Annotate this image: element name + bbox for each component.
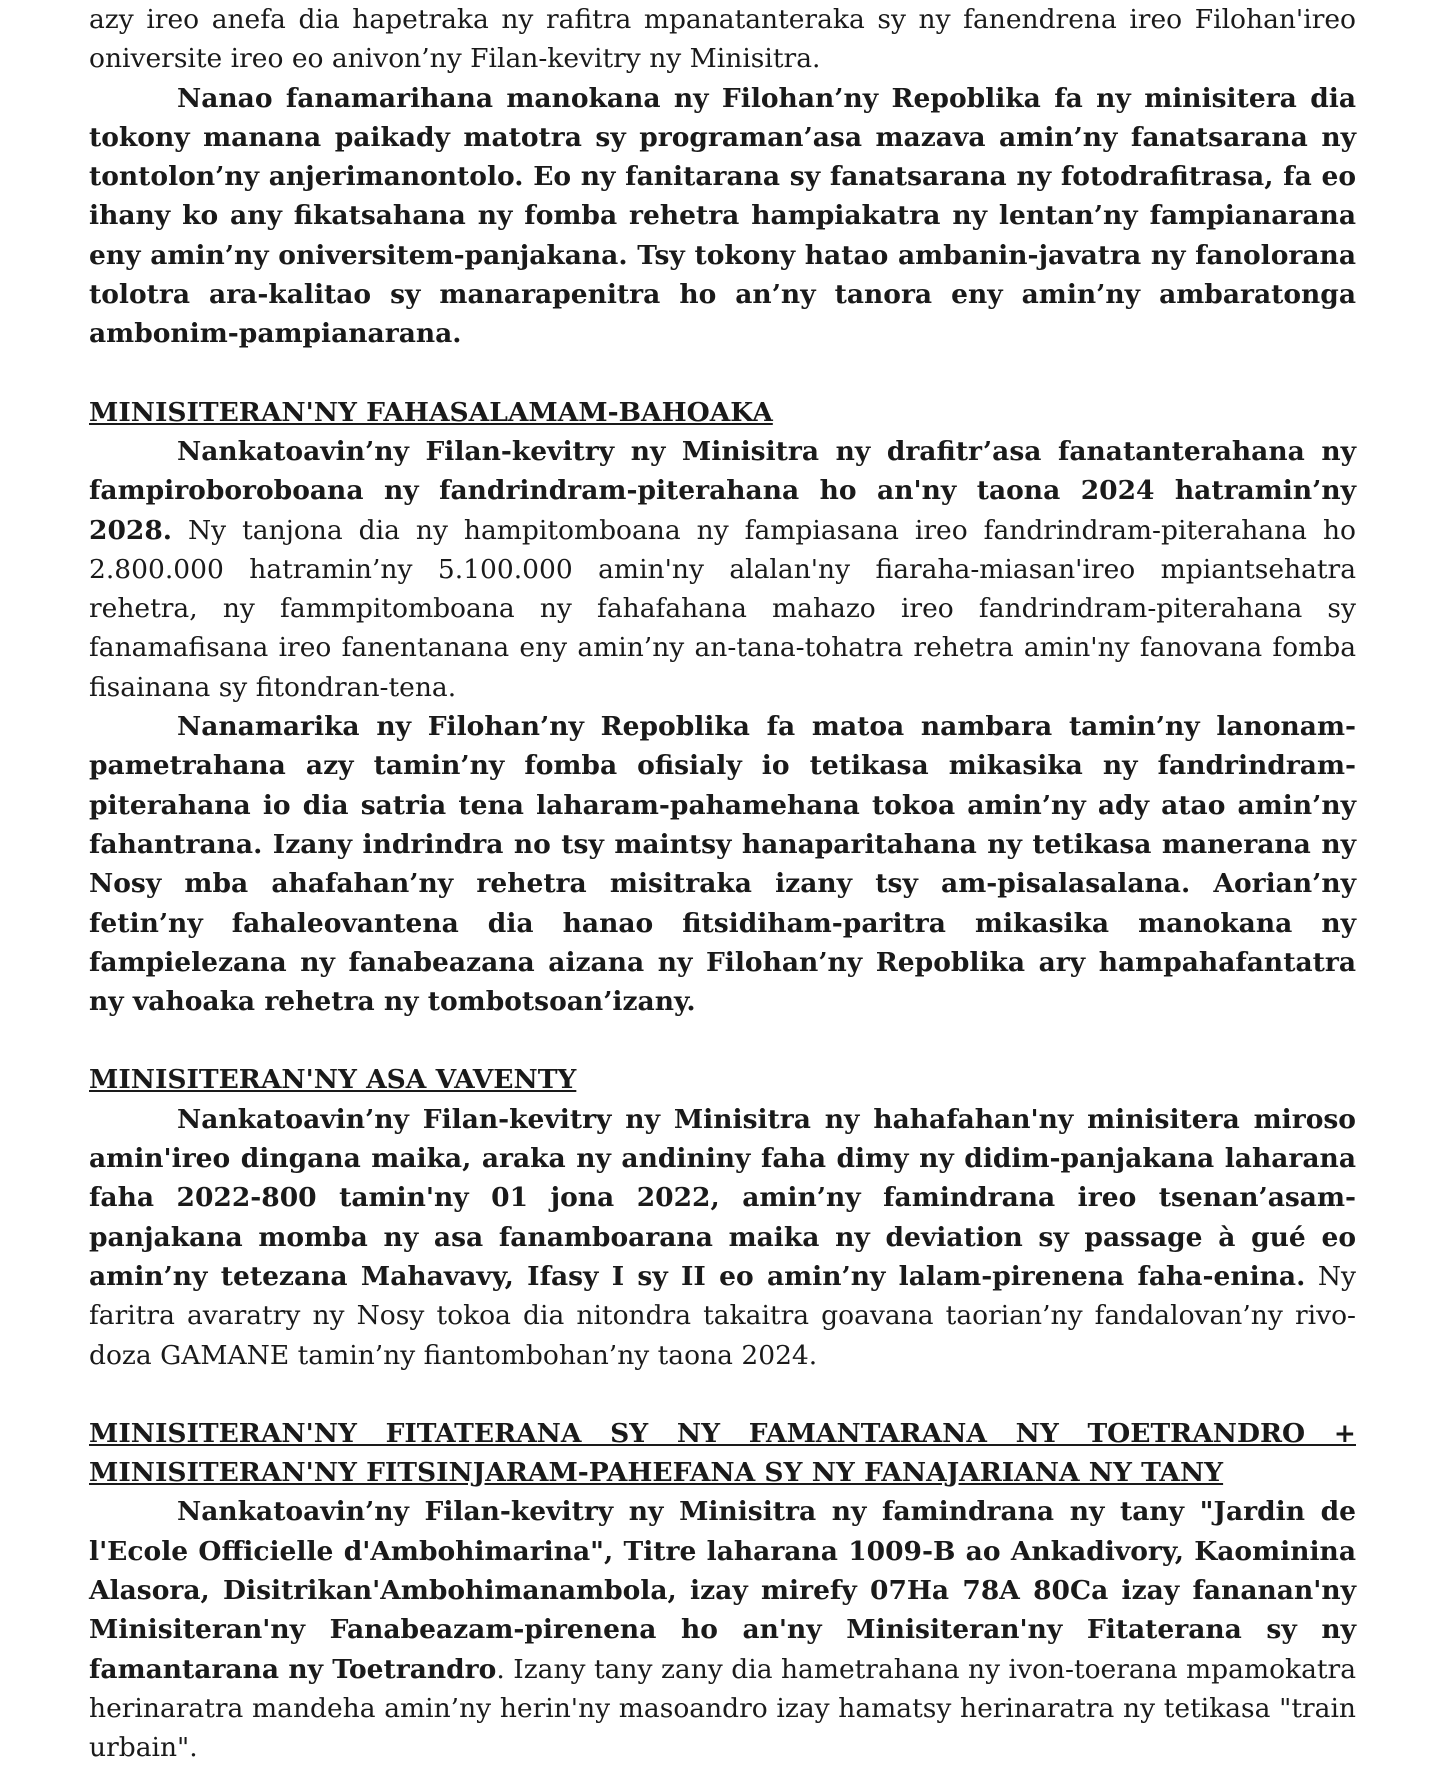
paragraph-family-planning-plan	[89, 432, 1356, 707]
paragraph-president-remark-family-planning	[89, 707, 1356, 1021]
paragraph-bold-text: Nanamarika ny Filohan’ny Repoblika fa matoa nambara tamin’ny lanonam-pametrahana azy tamin’ny fomba ofisialy io tetikasa mikasika ny fandrindram-piterahana io dia satria tena laharam-pahamehana tokoa amin’ny ady atao amin’ny fahantrana. Izany indrindra no tsy maintsy hanaparitahana ny tetikasa manerana ny Nosy mba ahafahan’ny rehetra misitraka izany tsy am-pisalasalana. Aorian’ny fetin’ny fahaleovantena dia hanao fitsidiham-paritra mikasika manokana ny fampielezana ny fanabeazana aizana ny Filohan’ny Repoblika ary hampahafantatra ny vahoaka rehetra ny tombotsoan’izany.	[89, 711, 1356, 1018]
paragraph-universities-continued	[89, 0, 1356, 79]
paragraph-bold-text: Nankatoavin’ny Filan-kevitry ny Minisitra ny famindrana ny tany "Jardin de l'Ecole Officielle d'Ambohimarina", Titre laharana 1009-B ao Ankadivory, Kaominina Alasora, Disitrikan'Ambohimanambola, izay mirefy 07Ha 78A 80Ca izay fananan'ny Minisiteran'ny Fanabeazam-pirenena ho an'ny Minisiteran'ny Fitaterana sy ny famantarana ny Toetrandro	[89, 1496, 1356, 1685]
section-spacer	[89, 1021, 1356, 1060]
paragraph-normal-text: . Izany tany zany dia hametrahana ny ivon-toerana mpamokatra herinaratra mandeha amin’ny herin'ny masoandro izay hamatsy herinaratra ny tetikasa "train urbain".	[89, 1653, 1357, 1764]
paragraph-land-transfer	[89, 1492, 1356, 1767]
paragraph-normal-text: Ny faritra avaratry ny Nosy tokoa dia nitondra takaitra goavana taorian’ny fandalovan’ny rivo-doza GAMANE tamin’ny fiantombohan’ny taona 2024.	[89, 1260, 1356, 1371]
section-spacer	[89, 1375, 1356, 1414]
section-spacer	[89, 354, 1356, 393]
paragraph-normal-text: Ny tanjona dia ny hampitomboana ny fampiasana ireo fandrindram-piterahana ho 2.800.000 hatramin’ny 5.100.000 amin'ny alalan'ny fiaraha-miasan'ireo mpiantsehatra rehetra, ny fammpitomboana ny fahafahana mahazo ireo fandrindram-piterahana sy fanamafisana ireo fanentanana eny amin’ny an-tana-tohatra rehetra amin'ny fanovana fomba fisainana sy fitondran-tena.	[89, 514, 1356, 703]
paragraph-bold-text: Nankatoavin’ny Filan-kevitry ny Minisitra ny drafitr’asa fanatanterahana ny fampiroboroboana ny fandrindram-piterahana ho an'ny taona 2024 hatramin’ny 2028.	[89, 435, 1356, 546]
paragraph-bold-text: Nankatoavin’ny Filan-kevitry ny Minisitra ny hahafahan'ny minisitera miroso amin'ireo dingana maika, araka ny andininy faha dimy ny didim-panjakana laharana faha 2022-800 tamin'ny 01 jona 2022, amin’ny famindrana ireo tsenan’asam-panjakana momba ny asa fanamboarana maika ny deviation sy passage à gué eo amin’ny tetezana Mahavavy, Ifasy I sy II eo amin’ny lalam-pirenena faha-enina.	[89, 1103, 1356, 1292]
section-heading-transport-line1: MINISITERAN'NY FITATERANA SY NY FAMANTARANA NY TOETRANDRO +	[89, 1417, 1356, 1449]
paragraph-urgent-works	[89, 1100, 1356, 1375]
section-heading-decentralization-line2: MINISITERAN'NY FITSINJARAM-PAHEFANA SY NY FANAJARIANA NY TANY	[89, 1457, 1224, 1489]
paragraph-president-remark-higher-education	[89, 79, 1356, 354]
section-heading-public-health: MINISITERAN'NY FAHASALAMAM-BAHOAKA	[89, 396, 773, 428]
paragraph-bold-text: Nanao fanamarihana manokana ny Filohan’ny Repoblika fa ny minisitera dia tokony manana paikady matotra sy programan’asa mazava amin’ny fanatsarana ny tontolon’ny anjerimanontolo. Eo ny fanitarana sy fanatsarana ny fotodrafitrasa, fa eo ihany ko any fikatsahana ny fomba rehetra hampiakatra ny lentan’ny fampianarana eny amin’ny oniversitem-panjakana. Tsy tokony hatao ambanin-javatra ny fanolorana tolotra ara-kalitao sy manarapenitra ho an’ny tanora eny amin’ny ambaratonga ambonim-pampianarana.	[89, 82, 1356, 350]
section-heading-public-works: MINISITERAN'NY ASA VAVENTY	[89, 1064, 577, 1096]
paragraph-text: azy ireo anefa dia hapetraka ny rafitra mpanatanteraka sy ny fanendrena ireo Filohan'ireo oniversite ireo eo anivon’ny Filan-kevitry ny Minisitra.	[89, 4, 1356, 75]
